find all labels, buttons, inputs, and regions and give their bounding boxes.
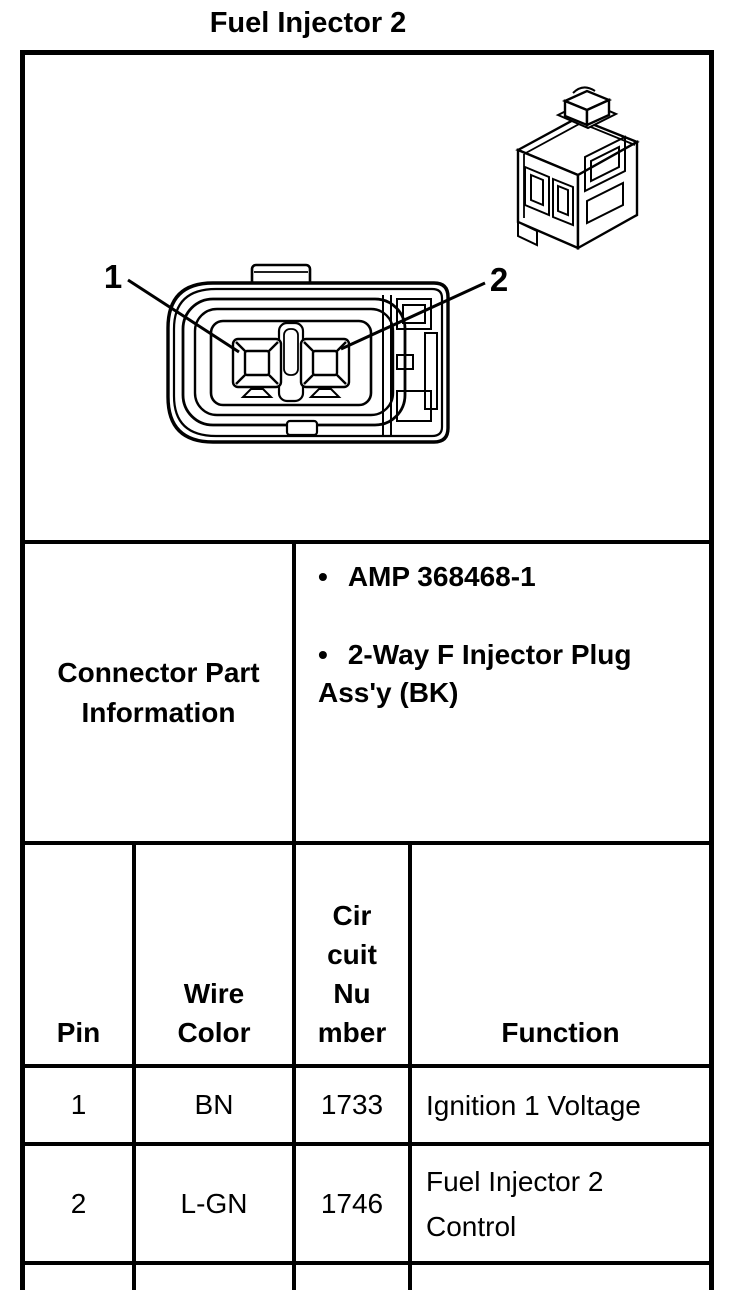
row2-function-cell <box>412 1146 709 1265</box>
row3-circuit-number-cell-stub <box>296 1265 412 1290</box>
function-column-header <box>412 845 709 1068</box>
row1-circuit-number-cell: 1733 <box>296 1068 412 1146</box>
row2-circuit-number-cell: 1746 <box>296 1146 412 1265</box>
row1-pin-cell: 1 <box>25 1068 136 1146</box>
connector-part-info-label-cell <box>25 544 296 845</box>
connector-part-info-values-cell <box>296 544 709 845</box>
pin-header-label: Pin <box>56 1017 101 1048</box>
row2-wire-color-cell: L-GN <box>136 1146 296 1265</box>
connector-diagram-cell <box>25 55 709 544</box>
page-title: Fuel Injector 2 <box>209 7 407 39</box>
connector-3d-view <box>518 87 637 248</box>
part-description-text: 2-Way F Injector Plug Ass'y (BK) <box>318 639 632 708</box>
row2-function-text: Fuel Injector 2 Control <box>426 1165 604 1242</box>
row1-wire-color-cell: BN <box>136 1068 296 1146</box>
circuit-number-column-header <box>296 845 412 1068</box>
pin-1-callout: 1 <box>103 258 123 295</box>
circuit-number-header-label: Cir cuit Nu mber <box>317 900 387 1048</box>
connector-front-view <box>128 265 485 442</box>
row1-function-text: Ignition 1 Voltage <box>426 1089 641 1121</box>
connector-info-table <box>20 50 714 1290</box>
part-number-item <box>318 558 696 596</box>
connector-diagram <box>25 55 709 544</box>
row3-wire-color-cell-stub <box>136 1265 296 1290</box>
bullet-icon: • <box>318 561 328 592</box>
function-header-label: Function <box>501 1017 620 1048</box>
bullet-icon: • <box>318 639 328 670</box>
row3-pin-cell-stub <box>25 1265 136 1290</box>
row3-function-cell-stub <box>412 1265 709 1290</box>
wire-color-header-label: Wire Color <box>177 978 251 1048</box>
row2-pin-cell: 2 <box>25 1146 136 1265</box>
row1-function-cell <box>412 1068 709 1146</box>
part-number-text: AMP 368468-1 <box>347 561 536 592</box>
part-description-item <box>318 636 696 712</box>
wire-color-column-header <box>136 845 296 1068</box>
connector-part-info-label: Connector Part Information <box>57 656 260 728</box>
pin-2-callout: 2 <box>489 261 509 298</box>
pin-column-header <box>25 845 136 1068</box>
